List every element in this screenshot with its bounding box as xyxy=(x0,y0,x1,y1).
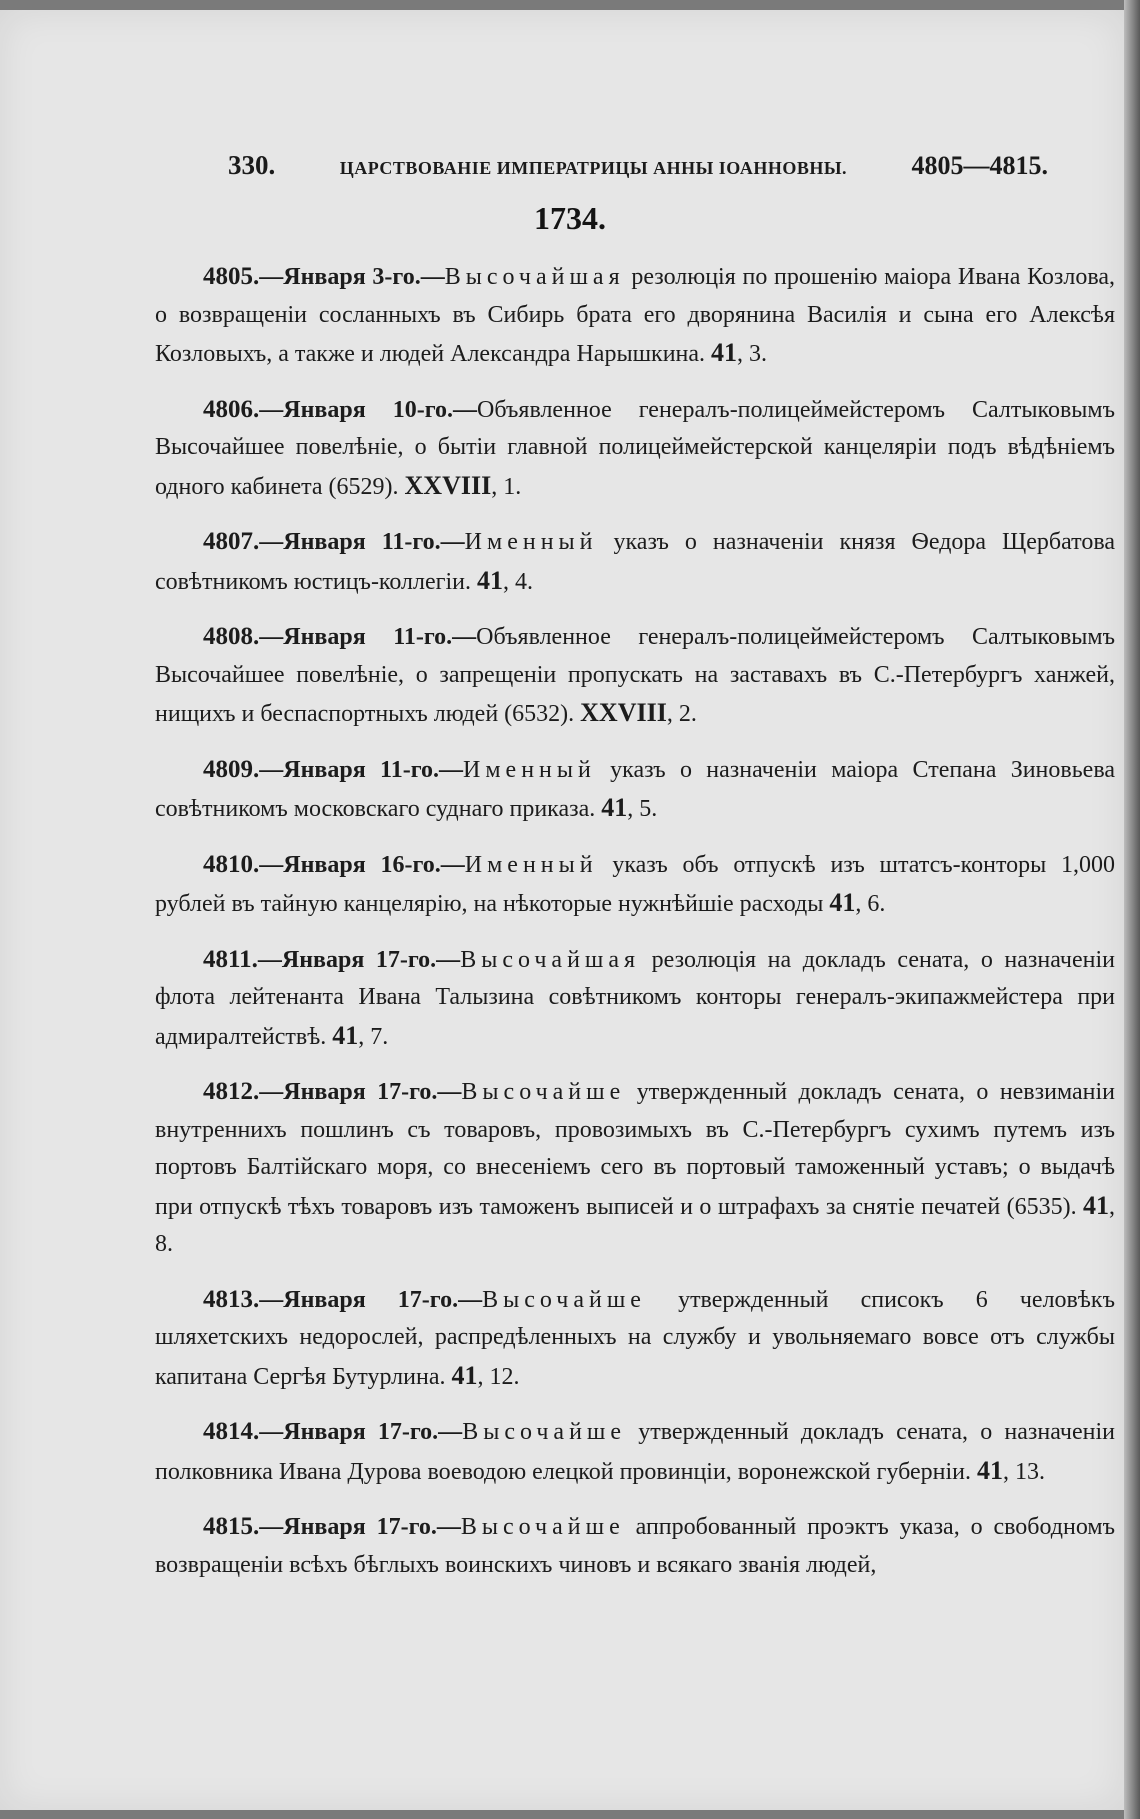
entry-volume: XXVIII xyxy=(404,470,492,500)
entry-spaced-word: Высочайше xyxy=(482,1286,646,1313)
entry-spaced-word: Высочайшая xyxy=(460,946,641,973)
entry-date: —Января 11-го.— xyxy=(259,529,465,555)
entry-spaced-word: Высочайшая xyxy=(444,264,625,290)
entry xyxy=(155,258,1115,374)
entry-reference: , 12. xyxy=(477,1363,520,1390)
entry-reference: , 2. xyxy=(666,701,697,727)
running-head xyxy=(228,150,1048,186)
entry-text: утвержденный докладъ сената, о невзиманіи внутреннихъ пошлинъ съ товаровъ, провозимыхъ въ С.-Петербургъ сухимъ путемъ изъ портовъ Балтійскаго моря, со внесеніемъ сего въ портовый таможенный уставъ; о выдачѣ при отпускѣ тѣхъ товаровъ изъ таможенъ выписей и о штрафахъ за снятіе печатей (6535). xyxy=(155,1079,1115,1220)
entry-text: аппробованный проэктъ указа, о свободномъ возвращеніи всѣхъ бѣглыхъ воинскихъ чиновъ и всякаго званія людей, xyxy=(155,1514,1115,1578)
entry xyxy=(155,618,1115,734)
entry-reference: , 6. xyxy=(855,891,886,917)
entry-reference: , 7. xyxy=(358,1023,389,1050)
entry-number: 4806. xyxy=(203,395,260,423)
entry xyxy=(155,1413,1115,1491)
entry xyxy=(155,846,1115,924)
entry-volume: 41 xyxy=(829,888,856,917)
entry-date: —Января 10-го.— xyxy=(259,396,478,423)
entry-spaced-word: Высочайше xyxy=(461,1079,626,1105)
entry-volume: 41 xyxy=(451,1360,478,1390)
entry-volume: 41 xyxy=(711,338,738,367)
entry-date: —Января 17-го.— xyxy=(259,1079,462,1105)
entry-date: —Января 17-го.— xyxy=(259,1286,483,1313)
entry-text: резолюція на докладъ сената, о назначеніи флота лейтенанта Ивана Талызина совѣтникомъ конторы генералъ-экипажмейстера при адмиралтействѣ. xyxy=(155,946,1115,1050)
entry xyxy=(155,1508,1115,1584)
entry-number: 4808. xyxy=(203,623,260,650)
entry-reference: , 13. xyxy=(1003,1458,1045,1485)
entry-date: —Января 17-го.— xyxy=(257,946,461,973)
entry-volume: 41 xyxy=(1083,1190,1109,1220)
entry-reference: , 8. xyxy=(155,1193,1115,1257)
entry-text: Объявленное генералъ-полицеймейстеромъ Салтыковымъ Высочайшее повелѣніе, о запрещеніи пропускать на заставахъ въ С.-Петербургъ ханжей, нищихъ и беспаспортныхъ людей (6532). xyxy=(155,624,1116,727)
entry-volume: XXVIII xyxy=(580,698,667,727)
entry-text: указъ о назначеніи князя Ѳедора Щербатова совѣтникомъ юстицъ-коллегіи. xyxy=(155,529,1116,595)
entry-reference: , 4. xyxy=(503,568,534,595)
entry-spaced-word: Именный xyxy=(464,851,598,878)
entry xyxy=(155,1073,1115,1264)
entry-date: —Января 11-го.— xyxy=(259,756,464,783)
entry-range: 4805—4815. xyxy=(911,151,1048,180)
entry xyxy=(155,523,1115,601)
entry-text: указъ о назначеніи маіора Степана Зиновьева совѣтникомъ московскаго суднаго приказа. xyxy=(155,756,1116,822)
entry xyxy=(155,941,1115,1057)
entries-list xyxy=(155,258,1115,1601)
entry-number: 4810. xyxy=(203,850,260,878)
entry-number: 4807. xyxy=(203,528,260,555)
entry-spaced-word: Высочайше xyxy=(460,1514,625,1540)
entry-number: 4809. xyxy=(203,755,260,783)
entry-reference: , 5. xyxy=(627,796,658,822)
year-heading: 1734. xyxy=(534,200,606,236)
entry-text: резолюція по прошенію маіора Ивана Козлова, о возвращеніи сосланныхъ въ Сибирь брата его дворянина Василія и сына его Алексѣя Козловыхъ, а также и людей Александра Нарышкина. xyxy=(155,264,1116,367)
entry-date: —Января 3-го.— xyxy=(259,264,445,290)
entry-number: 4813. xyxy=(203,1285,260,1313)
entry-number: 4812. xyxy=(203,1078,260,1105)
entry xyxy=(155,391,1115,507)
page-edge-shadow xyxy=(1124,0,1140,1819)
entry-spaced-word: Именный xyxy=(463,756,596,783)
running-title: ЦАРСТВОВАНІЕ ИМПЕРАТРИЦЫ АННЫ ІОАННОВНЫ. xyxy=(339,158,848,178)
entry-text: указъ объ отпускѣ изъ штатсъ-конторы 1,000 рублей въ тайную канцелярію, на нѣкоторые нужнѣйшіе расходы xyxy=(155,851,1115,917)
entry-volume: 41 xyxy=(332,1020,359,1050)
entry-date: —Января 17-го.— xyxy=(259,1419,463,1445)
entry-volume: 41 xyxy=(477,565,504,595)
entry-date: —Января 17-го.— xyxy=(259,1514,461,1540)
entry-date: —Января 11-го.— xyxy=(259,624,477,650)
entry xyxy=(155,1281,1115,1397)
entry-spaced-word: Высочайше xyxy=(462,1419,627,1445)
entry-number: 4815. xyxy=(203,1513,260,1540)
entry-text: Объявленное генералъ-полицеймейстеромъ Салтыковымъ Высочайшее повелѣніе, о бытіи главной полицеймейстерской канцеляріи подъ вѣдѣніемъ одного кабинета (6529). xyxy=(155,396,1115,500)
entry-number: 4814. xyxy=(203,1418,260,1445)
entry-reference: , 3. xyxy=(737,341,768,367)
entry xyxy=(155,751,1115,829)
entry-number: 4811. xyxy=(203,945,258,973)
entry-reference: , 1. xyxy=(491,473,522,500)
entry-text: утвержденный списокъ 6 человѣкъ шляхетскихъ недорослей, распредѣленныхъ на службу и увольняемаго вовсе отъ службы капитана Сергѣя Бутурлина. xyxy=(155,1286,1115,1390)
page-number: 330. xyxy=(228,150,276,180)
entry-text: утвержденный докладъ сената, о назначеніи полковника Ивана Дурова воеводою елецкой провинціи, воронежской губерніи. xyxy=(155,1419,1115,1485)
entry-spaced-word: Именный xyxy=(464,529,598,555)
entry-volume: 41 xyxy=(977,1455,1003,1485)
entry-volume: 41 xyxy=(601,793,628,822)
entry-number: 4805. xyxy=(203,263,260,290)
entry-date: —Января 16-го.— xyxy=(259,851,465,878)
